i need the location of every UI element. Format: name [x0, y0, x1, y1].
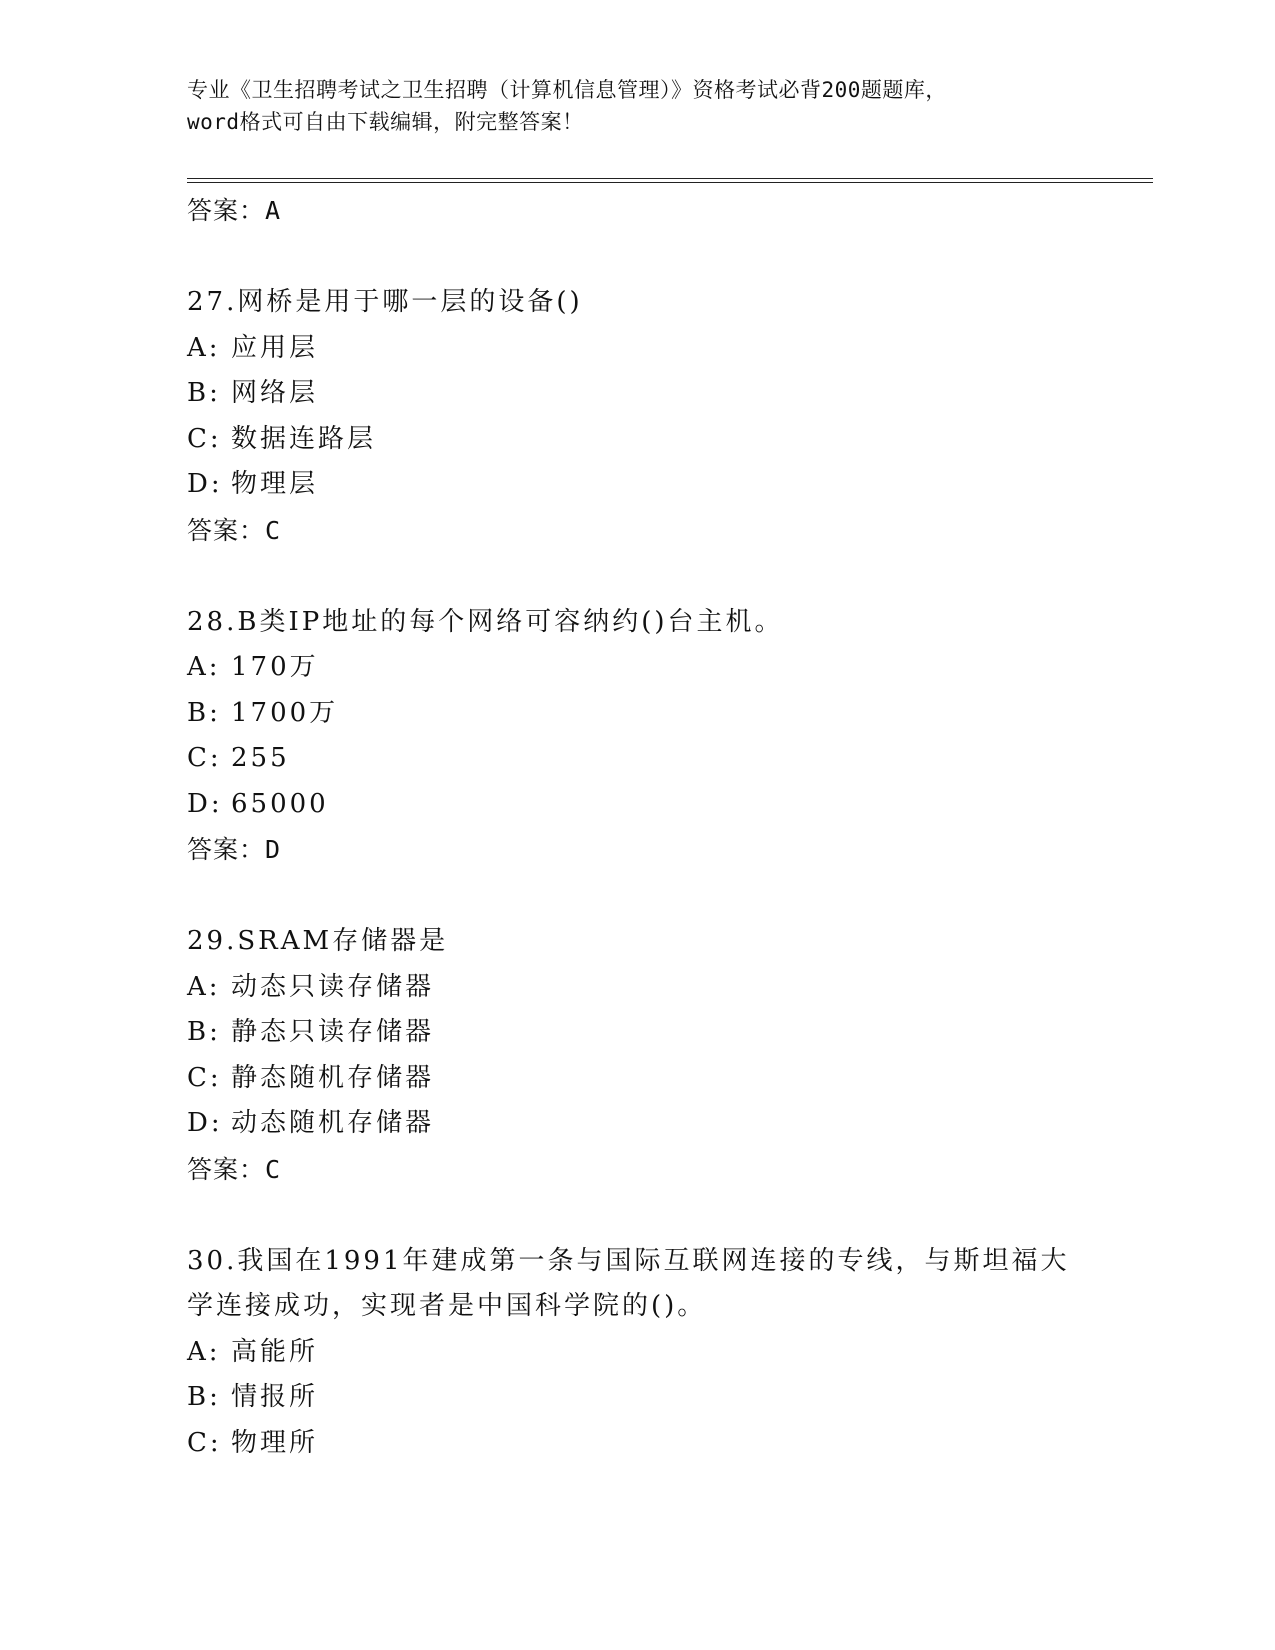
option-text: 高能所 — [231, 1336, 319, 1367]
option-text: 动态只读存储器 — [231, 971, 435, 1002]
answer-line: 答案：A — [187, 196, 282, 225]
option-d — [187, 782, 1087, 828]
option-text: 网络层 — [231, 378, 319, 408]
option-letter: B: — [187, 697, 221, 728]
option-text: 应用层 — [231, 332, 319, 363]
option-letter: A: — [187, 1336, 221, 1367]
question-text-line-2: 学连接成功，实现者是中国科学院的()。 — [187, 1291, 707, 1321]
option-letter: A: — [187, 332, 221, 363]
option-text: 情报所 — [231, 1382, 319, 1412]
option-a — [187, 1330, 1087, 1376]
option-letter: B: — [187, 378, 221, 408]
option-text: 动态随机存储器 — [231, 1108, 435, 1138]
spacer — [187, 873, 1087, 919]
question-block — [187, 600, 1087, 874]
question-list — [187, 188, 1087, 1466]
spacer — [187, 234, 1087, 280]
answer-line: 答案：C — [187, 515, 282, 545]
document-header — [187, 74, 1087, 138]
option-text: 物理所 — [231, 1427, 319, 1458]
option-c — [187, 417, 1087, 463]
question-text: 28.B类IP地址的每个网络可容纳约()台主机。 — [187, 606, 784, 637]
option-text: 65000 — [231, 788, 329, 819]
question-block — [187, 280, 1087, 554]
option-letter: C: — [187, 1062, 222, 1093]
question-block — [187, 919, 1087, 1193]
option-c — [187, 1056, 1087, 1102]
question-text-line-1: 30.我国在1991年建成第一条与国际互联网连接的专线，与斯坦福大 — [187, 1245, 1070, 1276]
spacer — [187, 1193, 1087, 1239]
header-divider — [187, 178, 1153, 183]
option-b — [187, 371, 1087, 417]
option-letter: C: — [187, 743, 222, 773]
option-text: 数据连路层 — [231, 423, 377, 454]
option-text: 静态随机存储器 — [231, 1062, 435, 1093]
option-a — [187, 965, 1087, 1011]
option-letter: B: — [187, 1382, 221, 1412]
option-d — [187, 1101, 1087, 1147]
option-text: 物理层 — [231, 469, 319, 499]
option-a — [187, 326, 1087, 372]
option-d — [187, 462, 1087, 508]
option-text: 170万 — [231, 652, 319, 682]
option-text: 255 — [231, 743, 290, 773]
option-c — [187, 1421, 1087, 1467]
option-letter: C: — [187, 1427, 222, 1458]
option-letter: D: — [187, 469, 223, 499]
option-letter: C: — [187, 423, 222, 454]
option-text: 1700万 — [231, 697, 339, 728]
header-line-2: word格式可自由下载编辑，附完整答案！ — [187, 110, 584, 134]
option-a — [187, 645, 1087, 691]
option-text: 静态只读存储器 — [231, 1017, 435, 1047]
option-letter: D: — [187, 1108, 223, 1138]
answer-line: 答案：D — [187, 835, 282, 864]
header-line-1: 专业《卫生招聘考试之卫生招聘（计算机信息管理）》资格考试必背200题题库， — [187, 78, 947, 102]
option-c — [187, 736, 1087, 782]
answer-line: 答案：C — [187, 1154, 282, 1184]
option-letter: D: — [187, 788, 223, 819]
option-b — [187, 1375, 1087, 1421]
option-letter: A: — [187, 652, 221, 682]
option-b — [187, 1010, 1087, 1056]
option-letter: A: — [187, 971, 221, 1002]
question-text: 27.网桥是用于哪一层的设备() — [187, 287, 583, 317]
question-block — [187, 1239, 1087, 1467]
spacer — [187, 554, 1087, 600]
option-letter: B: — [187, 1017, 221, 1047]
question-text: 29.SRAM存储器是 — [187, 926, 449, 956]
option-b — [187, 691, 1087, 737]
